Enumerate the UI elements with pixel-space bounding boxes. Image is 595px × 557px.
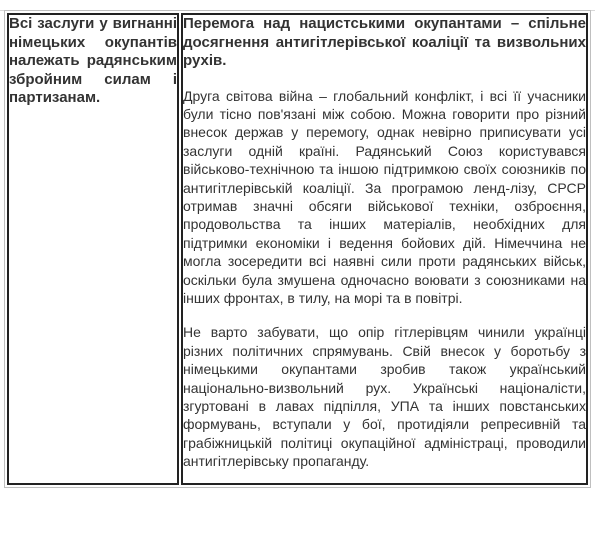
myth-text: Всі заслуги у вигнанні німецьких окупантів належать радянським збройним силам і партизанам.	[9, 15, 177, 106]
fact-paragraph-1: Друга світова війна – глобальний конфлікт, і всі її учасники були тісно пов'язані між собою. Можна говорити про різний внесок держав у перемогу, однак невірно приписувати усі заслуги одній країні. Радянський Союз користувався військово-технічною та іншою підтримкою своїх союзників по антигітлерівській коаліції. За програмою ленд-лізу, СРСР отримав значні обсяги військової техніки, озброєння, продовольства та інших матеріалів, необхідних для підтримки економіки і ведення бойових дій. Німеччина не могла зосередити всі наявні сили проти радянських військ, оскільки була змушена одночасно воювати з союзниками на інших фронтах, в тилу, на морі та в повітрі.	[183, 87, 586, 306]
fact-cell	[181, 13, 588, 485]
myth-fact-table	[4, 10, 591, 488]
fact-paragraph-2: Не варто забувати, що опір гітлерівцям чинили українці різних політичних спрямувань. Свій внесок у боротьбу з німецькими окупантами зробив також український національно-визвольний рух. Українські націоналісти, згуртовані в лавах підпілля, УПА та інших повстанських формувань, вступали у бої, протидіяли репресивній та грабіжницькій політиці окупаційної адміністраці, проводили антигітлерівську пропаганду.	[183, 324, 586, 470]
myth-cell	[7, 13, 179, 485]
fact-heading: Перемога над нацистськими окупантами – спільне досягнення антигітлерівської коаліції та визвольних рухів.	[183, 15, 586, 69]
table-row	[7, 13, 588, 485]
